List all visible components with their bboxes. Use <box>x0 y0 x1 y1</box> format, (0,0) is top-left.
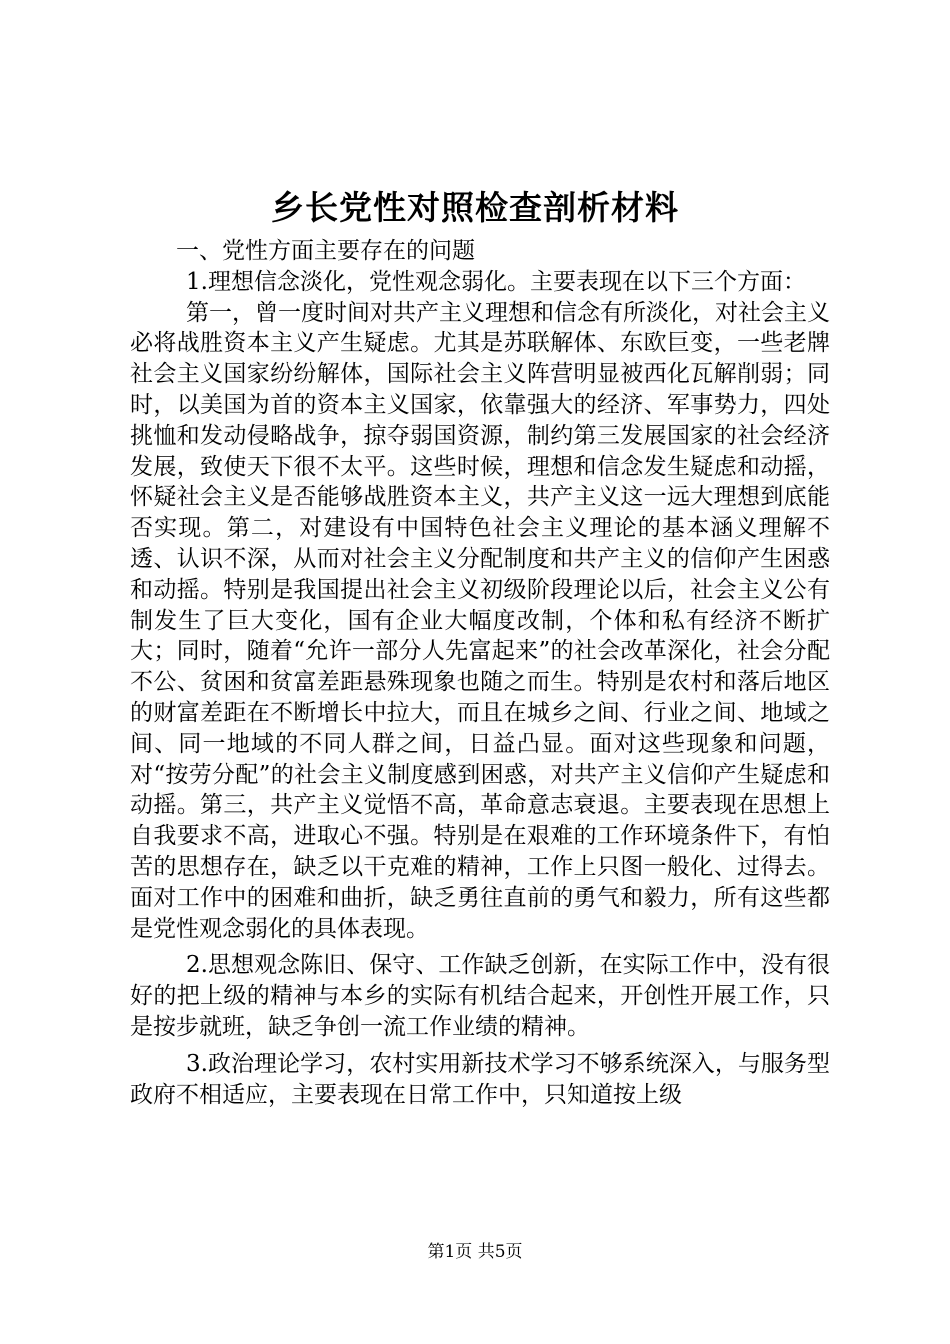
page-footer: 第1页 共5页 <box>427 1242 523 1262</box>
paragraph-2: 2.思想观念陈旧、保守、工作缺乏创新，在实际工作中，没有很好的把上级的精神与本乡的实际有机结合起来，开创性开展工作，只是按步就班，缺乏争创一流工作业绩的精神。 <box>130 952 830 1040</box>
document-title: 乡长党性对照检查剖析材料 <box>271 188 679 227</box>
section-heading: 一、党性方面主要存在的问题 <box>176 238 475 264</box>
paragraph-3: 3.政治理论学习，农村实用新技术学习不够系统深入，与服务型政府不相适应，主要表现在日常工作中，只知道按上级 <box>130 1050 830 1108</box>
paragraph-1: 1.理想信念淡化，党性观念弱化。主要表现在以下三个方面： <box>186 268 806 295</box>
document-body <box>130 236 830 1110</box>
paragraph-first-second-third: 第一，曾一度时间对共产主义理想和信念有所淡化，对社会主义必将战胜资本主义产生疑虑。尤其是苏联解体、东欧巨变，一些老牌社会主义国家纷纷解体，国际社会主义阵营明显被西化瓦解削弱；同时，以美国为首的资本主义国家，依靠强大的经济、军事势力，四处挑恤和发动侵略战争，掠夺弱国资源，制约第三发展国家的社会经济发展，致使天下很不太平。这些时候，理想和信念发生疑虑和动摇，怀疑社会主义是否能够战胜资本主义，共产主义这一远大理想到底能否实现。第二，对建设有中国特色社会主义理论的基本涵义理解不透、认识不深，从而对社会主义分配制度和共产主义的信仰产生困惑和动摇。特别是我国提出社会主义初级阶段理论以后，社会主义公有制发生了巨大变化，国有企业大幅度改制，个体和私有经济不断扩大；同时，随着“允许一部分人先富起来”的社会改革深化，社会分配不公、贫困和贫富差距悬殊现象也随之而生。特别是农村和落后地区的财富差距在不断增长中拉大，而且在城乡之间、行业之间、地域之间、同一地域的不同人群之间，日益凸显。面对这些现象和问题，对“按劳分配”的社会主义制度感到困惑，对共产主义信仰产生疑虑和动摇。第三，共产主义觉悟不高，革命意志衰退。主要表现在思想上自我要求不高，进取心不强。特别是在艰难的工作环境条件下，有怕苦的思想存在，缺乏以干克难的精神，工作上只图一般化、过得去。面对工作中的困难和曲折，缺乏勇往直前的勇气和毅力，所有这些都是党性观念弱化的具体表现。 <box>130 299 830 942</box>
